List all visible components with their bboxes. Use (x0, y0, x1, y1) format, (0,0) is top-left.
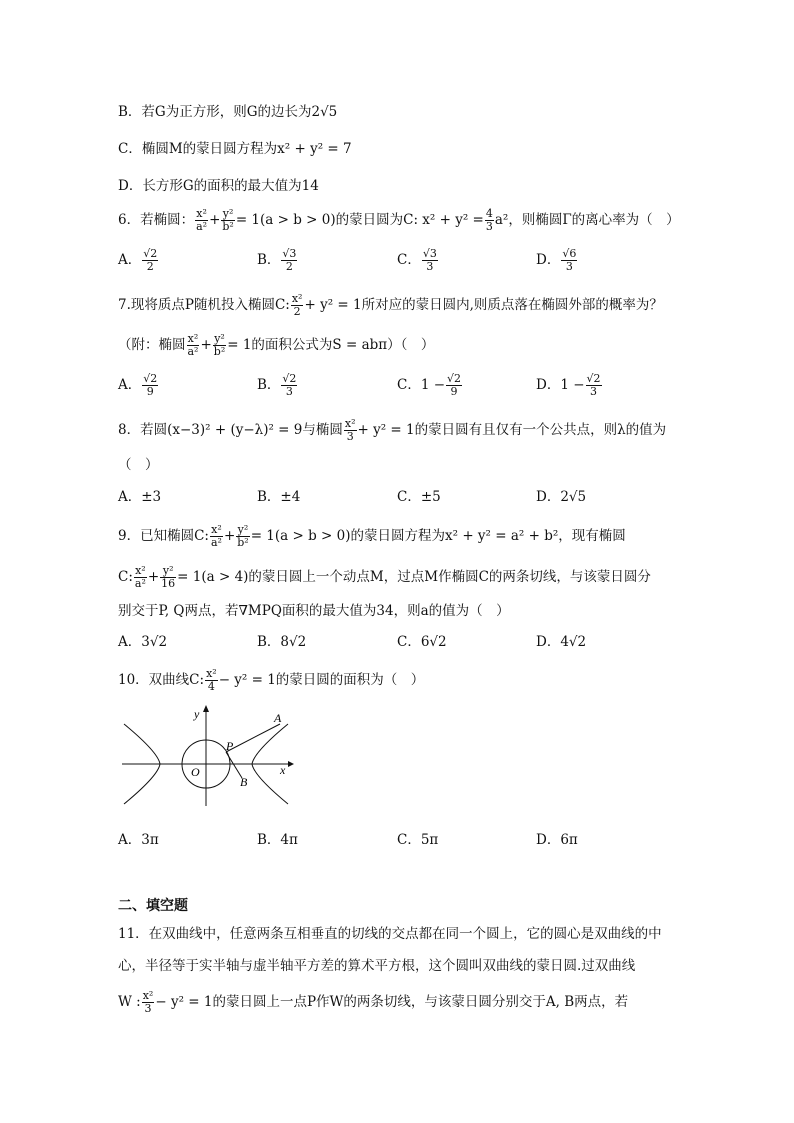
q6-option-a: A． $\frac{√2}{2}$ (118, 247, 158, 273)
q8-option-c: C．±5 (397, 489, 441, 505)
q9-option-d: D．4√2 (536, 634, 587, 650)
q11-line2: 心，半径等于实半轴与虚半轴平方差的算术平方根，这个圆叫双曲线的蒙日圆.过双曲线 (118, 958, 636, 974)
q8-stem: 8．若圆(x−3)² + (y−λ)² = 9与椭圆 $\frac{\text{x²}}{3}$ + y² = 1的蒙日圆有且仅有一个公共点，则λ的值为 (118, 417, 667, 443)
fig-label-y: y (194, 707, 200, 721)
q7-note: （附：椭圆 $\frac{\text{x²}}{\text{a²}}$ + $\frac{\text{y²}}{\text{b²}}$ = 1的面积公式为S = abπ）（ ） (118, 332, 435, 358)
q7-option-d: D．1 − $\frac{√2}{3}$ (536, 372, 601, 398)
q6-stem-text-b: = 1(a > b > 0)的蒙日圆为C: x² + y² = (235, 212, 484, 228)
x-axis-arrow-icon (288, 761, 294, 767)
q9-stem-line2: C: $\frac{\text{x²}}{\text{a²}}$ + $\frac{\text{y²}}{16}$ = 1(a > 4)的蒙日圆上一个动点M，过点M作椭圆C的两条切线，与该蒙日圆分 (118, 564, 651, 590)
q10-option-b: B．4π (257, 832, 298, 848)
q8-option-a: A．±3 (118, 489, 162, 505)
fig-label-b: B (240, 775, 248, 789)
q6-option-b: B． $\frac{√3}{2}$ (257, 247, 297, 273)
q8-stem-paren: （ ） (118, 457, 159, 473)
q6-frac2: $\frac{\text{y²}}{\text{b²}}$ (222, 207, 234, 233)
q6-stem: 6．若椭圆： $\frac{\text{x²}}{\text{a²}}$ + $\frac{\text{y²}}{\text{b²}}$ = 1(a > b > 0)的蒙日圆为C: x² + y² = $\frac{4}{3}$ a²，则椭圆Γ的离心率为（ ） (118, 207, 680, 233)
q9-option-c: C．6√2 (397, 634, 447, 650)
q6-option-c: C． $\frac{√3}{3}$ (397, 247, 437, 273)
fig-label-o: O (191, 765, 200, 779)
q6-option-d: D． $\frac{√6}{3}$ (536, 247, 577, 273)
q6-stem-text-a: 6．若椭圆： (118, 212, 195, 228)
q9-stem-line3: 别交于P, Q两点，若∇MPQ面积的最大值为34，则a的值为（ ） (118, 603, 510, 619)
q10-hyperbola-figure (118, 700, 298, 810)
q7-option-b: B． $\frac{√2}{3}$ (257, 372, 297, 398)
y-axis-arrow-icon (203, 705, 209, 712)
q10-option-a: A．3π (118, 832, 159, 848)
q6-frac3: $\frac{4}{3}$ (485, 207, 493, 233)
q7-stem: 7.现将质点P随机投入椭圆C: $\frac{\text{x²}}{2}$ + y² = 1所对应的蒙日圆内,则质点落在椭圆外部的概率为？ (118, 292, 663, 318)
q8-option-d: D．2√5 (536, 489, 587, 505)
q11-line3: W : $\frac{\text{x²}}{3}$ − y² = 1的蒙日圆上一点P作W的两条切线，与该蒙日圆分别交于A, B两点，若 (118, 989, 629, 1015)
q9-option-a: A．3√2 (118, 634, 168, 650)
q5-option-d: D．长方形G的面积的最大值为14 (118, 178, 319, 194)
q9-stem: 9．已知椭圆C: $\frac{\text{x²}}{\text{a²}}$ + $\frac{\text{y²}}{\text{b²}}$ = 1(a > b > 0)的蒙日圆方程为x² + y² = a² + b²，现有椭圆 (118, 523, 626, 549)
q5-option-c: C．椭圆M的蒙日圆方程为x² + y² = 7 (118, 141, 352, 157)
q7-option-a: A． $\frac{√2}{9}$ (118, 372, 158, 398)
q6-frac1: $\frac{\text{x²}}{\text{a²}}$ (196, 207, 208, 233)
section-heading: 二、填空题 (118, 898, 188, 914)
q5-option-b: B．若G为正方形，则G的边长为2√5 (118, 104, 338, 120)
q9-option-b: B．8√2 (257, 634, 307, 650)
q10-option-c: C．5π (397, 832, 439, 848)
q6-stem-text-c: a²，则椭圆Γ的离心率为（ ） (494, 212, 680, 228)
q8-option-b: B．±4 (257, 489, 301, 505)
q10-option-d: D．6π (536, 832, 578, 848)
fig-label-p: P (226, 739, 234, 753)
q7-frac1: $\frac{\text{x²}}{2}$ (291, 292, 303, 318)
q10-stem: 10．双曲线C: $\frac{\text{x²}}{4}$ − y² = 1的蒙日圆的面积为（ ） (118, 667, 425, 693)
fig-label-a: A (274, 711, 282, 725)
fig-label-x: x (280, 763, 286, 777)
q7-option-c: C．1 − $\frac{√2}{9}$ (397, 372, 462, 398)
q11-line1: 11．在双曲线中，任意两条互相垂直的切线的交点都在同一个圆上，它的圆心是双曲线的中 (118, 926, 662, 942)
